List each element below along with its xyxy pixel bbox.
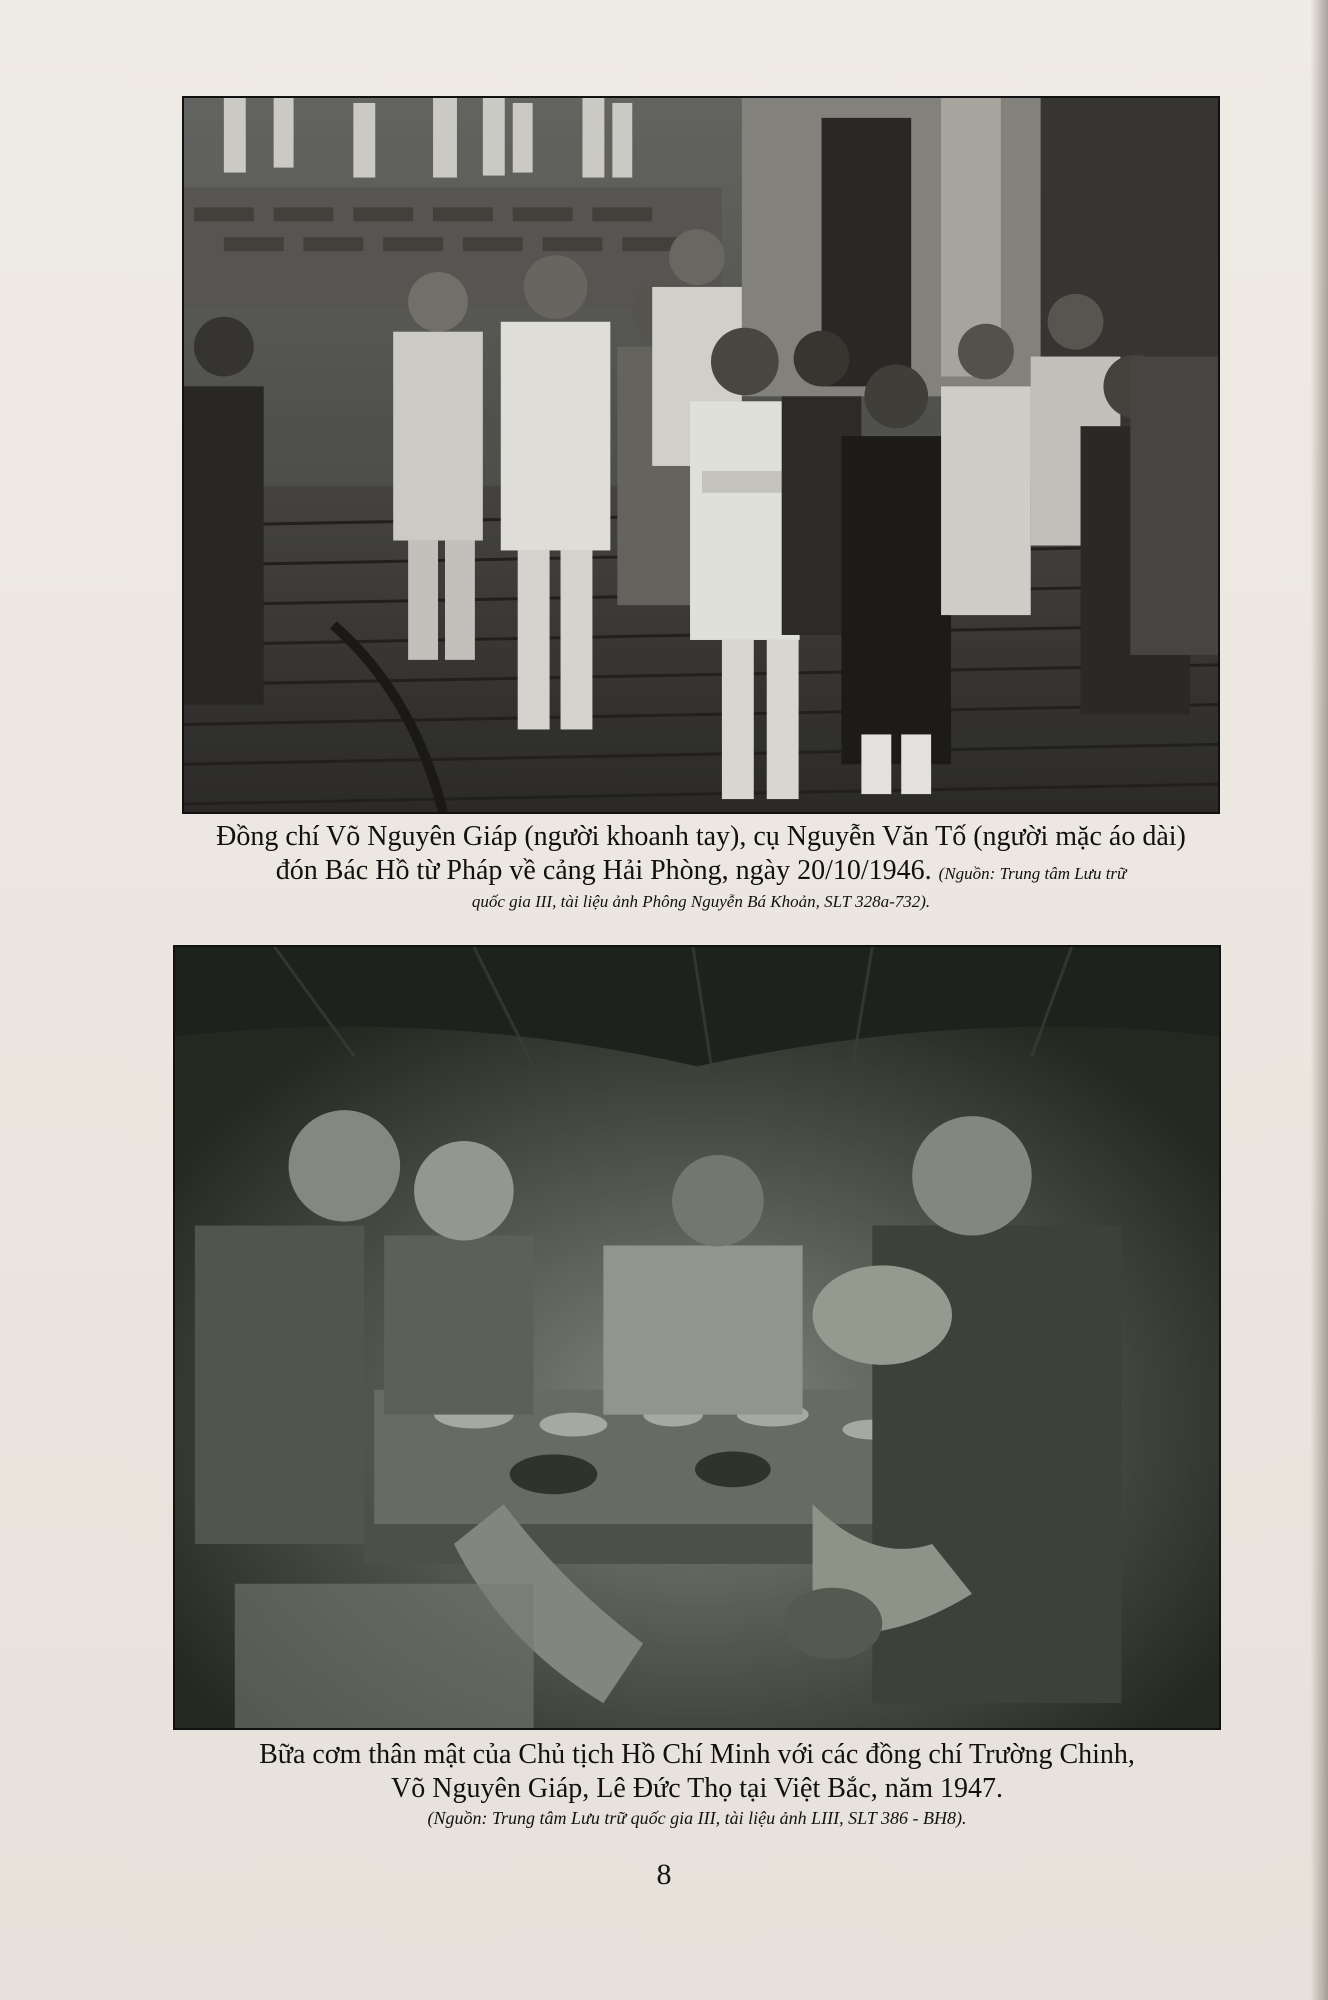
caption-line: Đồng chí Võ Nguyên Giáp (người khoanh tay), cụ Nguyễn Văn Tố (người mặc áo dài) — [216, 821, 1186, 852]
page-number: 8 — [656, 1858, 672, 1891]
caption-line — [182, 854, 1220, 891]
photo-harbor-welcome — [182, 96, 1220, 814]
source-note: (Nguồn: Trung tâm Lưu trữ quốc gia III, tài liệu ảnh LIII, SLT 386 - BH8). — [427, 1808, 967, 1828]
caption-harbor-welcome — [182, 820, 1220, 913]
caption-line: Bữa cơm thân mật của Chủ tịch Hồ Chí Minh với các đồng chí Trường Chinh, — [259, 1739, 1135, 1770]
source-note: quốc gia III, tài liệu ảnh Phông Nguyễn Bá Khoản, SLT 328a-732). — [471, 892, 931, 911]
caption-text: đón Bác Hồ từ Pháp về cảng Hải Phòng, ngày 20/10/1946. — [275, 855, 932, 886]
meal-image — [175, 947, 1219, 1728]
harbor-welcome-image — [184, 98, 1218, 812]
caption-line: Võ Nguyên Giáp, Lê Đức Thọ tại Việt Bắc, năm 1947. — [391, 1773, 1003, 1804]
source-note: (Nguồn: Trung tâm Lưu trữ — [938, 864, 1127, 883]
caption-meal-viet-bac — [173, 1738, 1221, 1830]
photo-meal-viet-bac — [173, 945, 1221, 1730]
